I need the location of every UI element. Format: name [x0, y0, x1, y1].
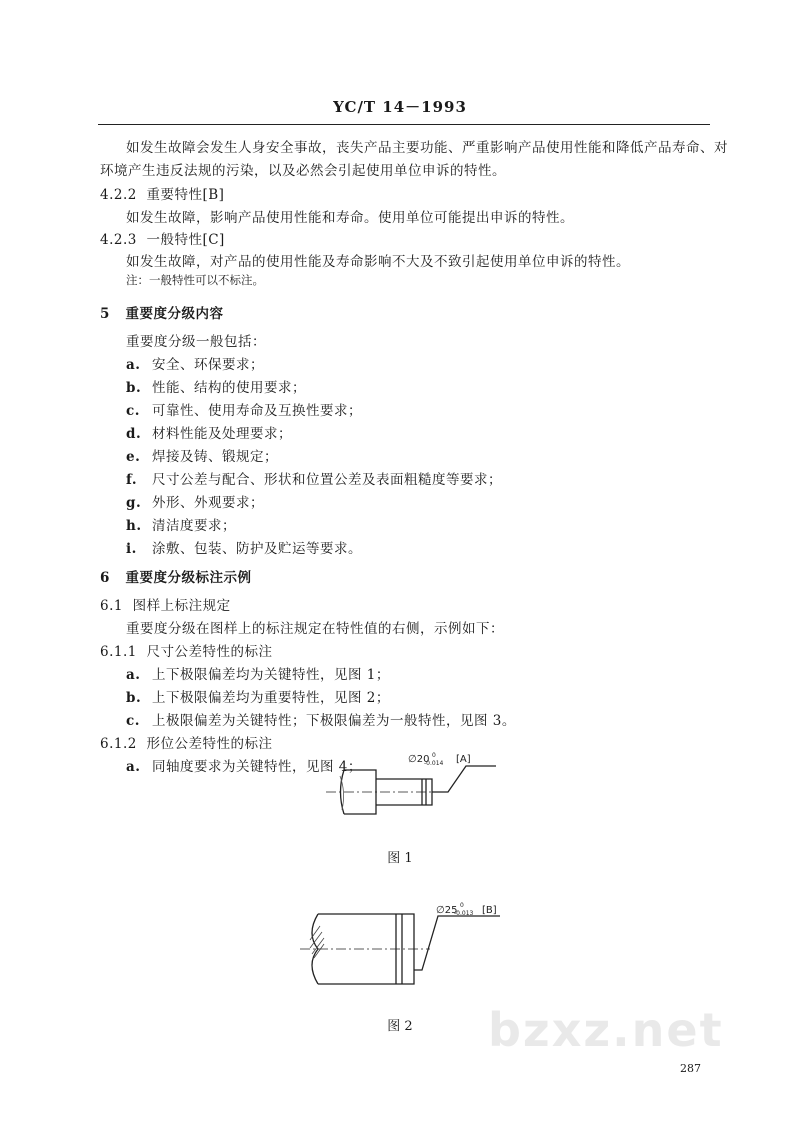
paragraph-line: 环境产生违反法规的污染，以及必然会引起使用单位申诉的特性。 — [100, 163, 506, 179]
list-item: b. 性能、结构的使用要求； — [126, 380, 306, 396]
section-number: 5 — [100, 306, 110, 322]
importance-grade: [B] — [482, 905, 497, 916]
list-item: c. 上极限偏差为关键特性；下极限偏差为一般特性，见图 3。 — [126, 713, 516, 729]
section-title: 重要度分级内容 — [125, 306, 224, 322]
note: 注：一般特性可以不标注。 — [126, 273, 264, 287]
section-title: 尺寸公差特性的标注 — [146, 644, 273, 660]
lower-deviation: -0.013 — [454, 910, 474, 917]
site-watermark: bzxz.net — [488, 1003, 724, 1057]
section-heading-4-2-2 — [100, 183, 224, 203]
importance-grade: [A] — [456, 754, 471, 765]
figure-1-drawing — [320, 752, 500, 832]
header-rule — [98, 124, 710, 125]
list-item: a. 同轴度要求为关键特性，见图 4； — [126, 759, 362, 775]
dimension-label: ∅25 — [436, 905, 458, 916]
standard-code-header: YC/T 14－1993 — [333, 98, 467, 116]
list-item: a. 上下极限偏差均为关键特性，见图 1； — [126, 667, 390, 683]
section-body: 如发生故障，影响产品使用性能和寿命。使用单位可能提出申诉的特性。 — [126, 210, 574, 226]
upper-deviation: 0 — [432, 752, 436, 759]
list-item: f. 尺寸公差与配合、形状和位置公差及表面粗糙度等要求； — [126, 472, 502, 488]
list-item: i. 涂敷、包装、防护及贮运等要求。 — [126, 541, 362, 557]
list-item: h. 清洁度要求； — [126, 518, 236, 534]
figure-1-caption: 图 1 — [387, 851, 413, 866]
section-title: 图样上标注规定 — [132, 598, 231, 614]
section-number: 6 — [100, 570, 110, 586]
section-heading-5 — [100, 302, 224, 322]
list-item: a. 安全、环保要求； — [126, 357, 264, 373]
section-title: 形位公差特性的标注 — [146, 736, 273, 752]
figure-2-caption: 图 2 — [387, 1019, 413, 1034]
page-number: 287 — [680, 1062, 701, 1075]
section-heading-6-1-2 — [100, 732, 272, 752]
section-number: 4.2.3 — [100, 232, 137, 248]
dimension-label: ∅20 — [408, 754, 430, 765]
section-number: 4.2.2 — [100, 187, 137, 203]
section-intro: 重要度分级一般包括： — [126, 334, 266, 350]
list-item: g. 外形、外观要求； — [126, 495, 264, 511]
section-number: 6.1.1 — [100, 644, 137, 660]
list-item: e. 焊接及铸、锻规定； — [126, 449, 278, 465]
paragraph-line: 如发生故障会发生人身安全事故，丧失产品主要功能、严重影响产品使用性能和降低产品寿命、对 — [126, 140, 728, 156]
figure-2-drawing — [296, 900, 516, 996]
leader-line — [432, 766, 496, 792]
lower-deviation: -0.014 — [424, 760, 444, 767]
section-heading-6-1-1 — [100, 640, 272, 660]
section-number: 6.1 — [100, 598, 123, 614]
section-heading-4-2-3 — [100, 228, 225, 248]
section-body: 重要度分级在图样上的标注规定在特性值的右侧，示例如下： — [126, 621, 504, 637]
section-title: 重要度分级标注示例 — [125, 570, 252, 586]
list-item: b. 上下极限偏差均为重要特性，见图 2； — [126, 690, 390, 706]
leader-line — [414, 916, 500, 970]
section-number: 6.1.2 — [100, 736, 137, 752]
upper-deviation: 0 — [460, 902, 464, 909]
list-item: c. 可靠性、使用寿命及互换性要求； — [126, 403, 362, 419]
section-title: 一般特性[C] — [146, 232, 225, 248]
section-heading-6 — [100, 566, 252, 586]
section-title: 重要特性[B] — [146, 187, 225, 203]
section-heading-6-1 — [100, 594, 231, 614]
list-item: d. 材料性能及处理要求； — [126, 426, 292, 442]
section-body: 如发生故障，对产品的使用性能及寿命影响不大及不致引起使用单位申诉的特性。 — [126, 254, 630, 270]
